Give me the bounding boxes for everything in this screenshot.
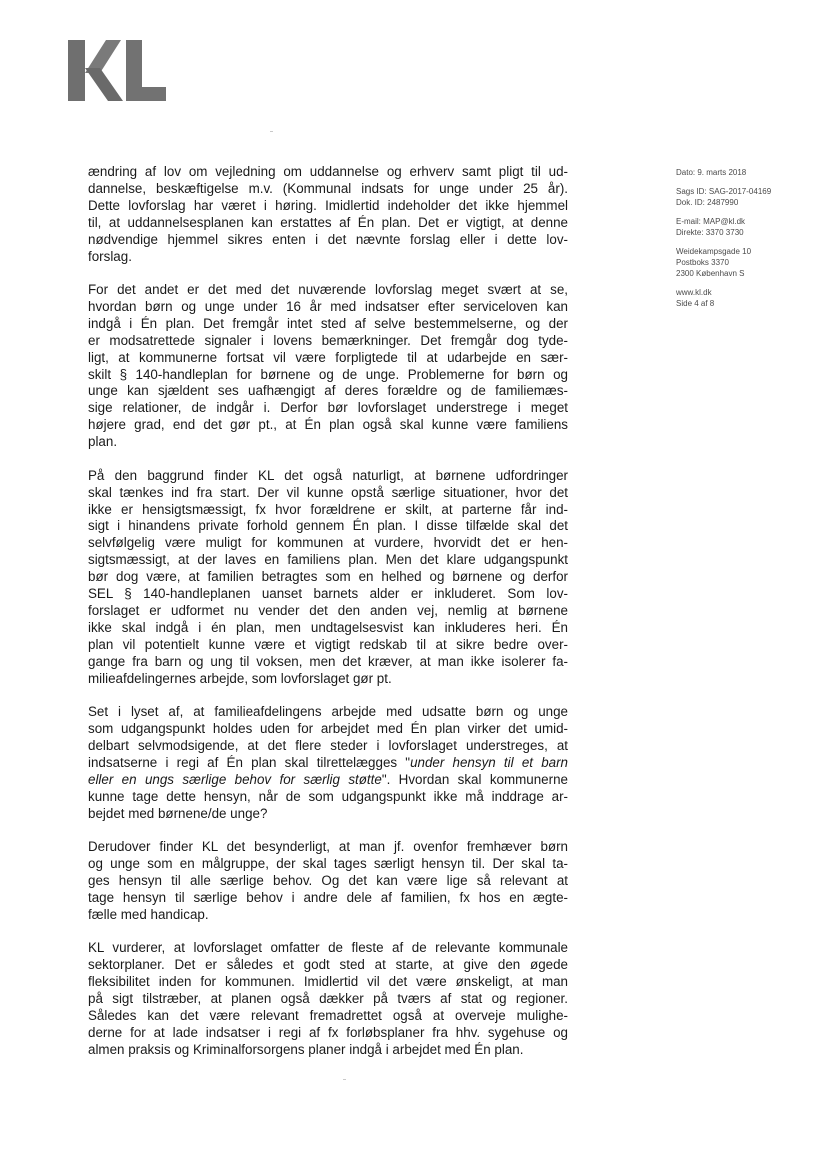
text-line: sektorplaner. Det er således et godt sted at starte, at give den øgede <box>88 957 568 973</box>
text-line: fleksibilitet inden for kommunen. Imidlertid vil det være ønskeligt, at man <box>88 973 568 989</box>
text-line: indgå i Én plan. Det fremgår intet sted af selve bestemmelserne, og der <box>88 315 568 331</box>
text-line: skilt § 140-handleplan for børnene og de unge. Problemerne for børn og <box>88 366 568 382</box>
address-street: Weidekampsgade 10 <box>676 247 752 256</box>
paragraph-1 <box>88 164 568 265</box>
text-line: Set i lyset af, at familieafdelingens arbejde med udsatte børn og unge <box>88 704 568 720</box>
text-line: til, at uddannelsesplanen kan erstattes af Én plan. Det er vigtigt, at denne <box>88 214 568 230</box>
paragraph-5 <box>88 839 568 924</box>
text-line: højere grad, end det gør pt., at Én plan også skal kunne være familiens <box>88 417 568 433</box>
text-line: ligt, at kommunerne fortsat vil være forpligtede til at udarbejde en sær- <box>88 349 568 365</box>
text-line: forslag. <box>88 248 132 264</box>
text-line: fælle med handicap. <box>88 906 209 922</box>
direkte-line: Direkte: 3370 3730 <box>676 228 744 237</box>
text-line: ges hensyn til alle særlige behov. Og det kan være lige så relevant at <box>88 872 568 888</box>
text-line: hvordan børn og unge under 16 år med indsatser efter serviceloven kan <box>88 298 568 314</box>
dok-id-line: Dok. ID: 2487990 <box>676 198 739 207</box>
text-line: SEL § 140-handleplanen uanset barnets alder er inkluderet. Som lov- <box>88 586 568 602</box>
text-line: tage hensyn til særlige behov i andre dele af familien, fx hos en ægte- <box>88 889 568 905</box>
text-line: På den baggrund finder KL det også naturligt, at børnene udfordringer <box>88 467 568 483</box>
text-line: er modsatrettede signaler i lovens bemærkninger. Det fremgår dog tyde- <box>88 332 568 348</box>
paragraph-3 <box>88 468 568 688</box>
paragraph-2 <box>88 282 568 451</box>
paragraph-4 <box>88 704 568 822</box>
text-line: delbart selvmodsigende, at det flere steder i lovforslaget understreges, at <box>88 737 568 753</box>
text-line: dannelse, beskæftigelse m.v. (Kommunal indsats for unge under 25 år). <box>88 180 568 196</box>
text-line: plan. <box>88 434 118 450</box>
document-metadata <box>676 167 816 317</box>
text-line: skal tænkes ind fra start. Der vil kunne opstå særlige situationer, hvor det <box>88 484 568 500</box>
scan-speck <box>270 131 273 132</box>
kl-logo <box>68 40 168 102</box>
text-line: unge kan sjældent ses uafhængigt af deres forældre og de familiemæs- <box>88 383 568 399</box>
text-line: som udgangspunkt holdes uden for arbejdet med Én plan virker det umid- <box>88 720 568 736</box>
text-line: Således kan det være relevant fremadrettet også at overveje mulighe- <box>88 1007 568 1023</box>
page-number: Side 4 af 8 <box>676 299 715 308</box>
paragraph-6 <box>88 940 568 1058</box>
address-city: 2300 København S <box>676 269 745 278</box>
text-line: ikke skal indgå i én plan, men undtagelsesvist kan inkluderes heri. Én <box>88 619 568 635</box>
text-line: derne for at lade indsatser i regi af fx forløbsplaner fra hhv. sygehuse og <box>88 1024 568 1040</box>
text-line: sigt i hinandens private forhold gennem Én plan. I disse tilfælde skal det <box>88 518 568 534</box>
text-line-with-quote <box>88 755 568 772</box>
quoted-text: eller en ungs særlige behov for særlig støtte <box>88 771 382 787</box>
text-line: og unge som en målgruppe, der skal tages særligt hensyn til. Der skal ta- <box>88 855 568 871</box>
quoted-text: under hensyn til et barn <box>410 754 569 770</box>
text-line: ændring af lov om vejledning om uddannelse og erhverv samt pligt til ud- <box>88 164 568 179</box>
scan-speck <box>343 1079 346 1080</box>
text-line: på sigt tilstræber, at planen også dækker på tværs af stat og regioner. <box>88 990 568 1006</box>
text-line: bejdet med børnene/de unge? <box>88 805 268 821</box>
text-line: kunne tage dette hensyn, når de som udgangspunkt ikke må inddrage ar- <box>88 788 568 804</box>
sags-id-line: Sags ID: SAG-2017-04169 <box>676 187 772 196</box>
text-line: Dette lovforslag har været i høring. Imidlertid indeholder det ikke hjemmel <box>88 197 568 213</box>
text-line: ikke er hensigtsmæssigt, fx hvor forældrene er skilt, at parterne får ind- <box>88 501 568 517</box>
email-line: E-mail: MAP@kl.dk <box>676 217 746 226</box>
website-line: www.kl.dk <box>676 288 712 297</box>
text-line: For det andet er det med det nuværende lovforslag meget svært at se, <box>88 282 568 298</box>
text-line-with-quote <box>88 772 568 789</box>
text-segment: ". Hvordan skal kommunerne <box>381 771 568 787</box>
text-line: forslaget er udformet nu vender det den anden vej, nemlig at børnene <box>88 602 568 618</box>
text-line: bør dog være, at familien betragtes som en helhed og børnene og derfor <box>88 569 568 585</box>
text-line: gange fra barn og ung til voksen, men det kræver, at man ikke isolerer fa- <box>88 653 568 669</box>
text-line: milieafdelingernes arbejde, som lovforslaget gør pt. <box>88 670 392 686</box>
letter-body <box>88 164 568 1075</box>
text-line: almen praksis og Kriminalforsorgens planer indgå i arbejdet med Én plan. <box>88 1041 524 1057</box>
text-line: sige relationer, de indgår i. Derfor bør lovforslaget understrege i meget <box>88 400 568 416</box>
text-segment: indsatserne i regi af Én plan skal tilrettelægges " <box>88 754 411 770</box>
text-line: plan vil potentielt kunne være et vigtigt redskab til at sikre bedre over- <box>88 636 568 652</box>
text-line: nødvendige hjemmel sikres enten i det nævnte forslag eller i dette lov- <box>88 231 568 247</box>
text-line: KL vurderer, at lovforslaget omfatter de fleste af de relevante kommunale <box>88 940 568 956</box>
text-line: selvfølgelig være muligt for kommunen at vurdere, hvorvidt det er hen- <box>88 535 568 551</box>
address-postbox: Postboks 3370 <box>676 258 729 267</box>
text-line: Derudover finder KL det besynderligt, at man jf. ovenfor fremhæver børn <box>88 839 568 854</box>
date-line: Dato: 9. marts 2018 <box>676 168 747 177</box>
text-line: sigtsmæssigt, at der laves en familiens plan. Men det klare udgangspunkt <box>88 552 568 568</box>
